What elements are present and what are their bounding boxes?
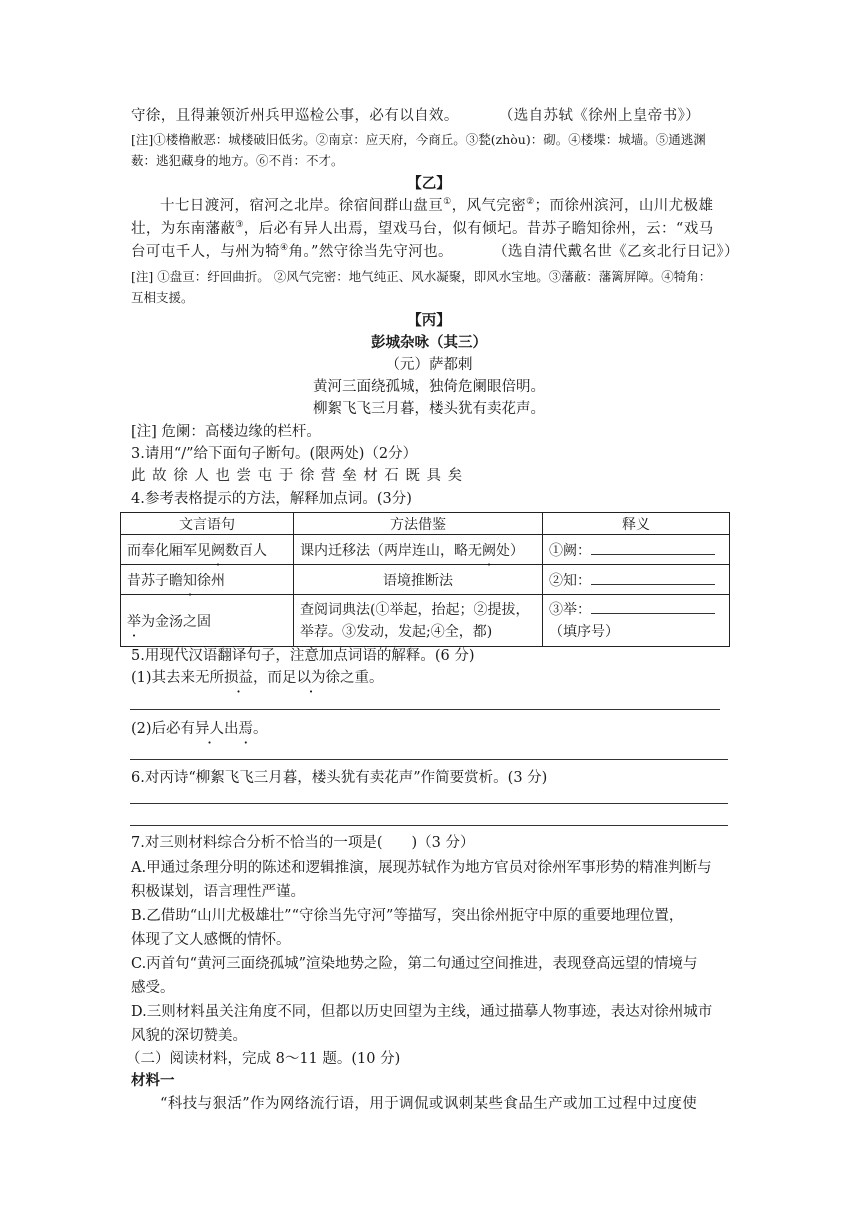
answer-line[interactable] — [130, 759, 728, 760]
table-header-row — [121, 513, 730, 535]
section-2-heading: （二）阅读材料，完成 8～11 题。(10 分) — [126, 1051, 401, 1067]
table-cell-answer[interactable]: ③举： （填序号） — [543, 595, 730, 647]
table-header-cell: 文言语句 — [121, 513, 294, 535]
question-5-sentence-1: (1)其去来无所损益，而足以为徐之重。 — [131, 670, 384, 686]
poem-note: [注] 危阑：高楼边缘的栏杆。 — [131, 424, 321, 440]
table-cell-method: 课内迁移法（两岸连山，略无阙处） — [294, 535, 543, 565]
material-one-paragraph: “科技与狠活”作为网络流行语，用于调侃或讽刺某些食品生产或加工过程中过度使 — [160, 1096, 698, 1112]
table-row — [121, 565, 730, 595]
option-d-line-2[interactable]: 风貌的深切赞美。 — [131, 1028, 247, 1044]
yi-paragraph-line-2: 壮，为东南藩蔽③，后必有异人出焉，望戏马台，似有倾圮。昔苏子瞻知徐州，云：“戏马 — [131, 220, 714, 237]
question-5-sentence-2: (2)后必有异人出焉。 — [131, 721, 268, 737]
option-b-line-1[interactable]: B.乙借助“山川尤极雄壮”“守徐当先守河”等描写，突出徐州扼守中原的重要地理位置， — [131, 908, 684, 924]
table-cell-sentence: 举为金汤之固 — [121, 595, 294, 647]
yi-note-line-2: 互相支援。 — [131, 290, 194, 305]
table-cell-method: 语境推断法 — [294, 565, 543, 595]
table-cell-sentence: 昔苏子瞻知徐州 — [121, 565, 294, 595]
method-table — [120, 512, 730, 647]
table-header-cell: 释义 — [543, 513, 730, 535]
table-cell-method: 查阅词典法(①举起，抬起；②提拔， 举荐。③发动，发起;④全，都) — [294, 595, 543, 647]
table-header-cell: 方法借鉴 — [294, 513, 543, 535]
poem-title: 彭城杂咏（其三） — [371, 334, 487, 351]
yi-heading: 【乙】 — [407, 175, 451, 192]
table-cell-answer[interactable]: ②知： — [543, 565, 730, 595]
yi-note-line-1: [注] ①盘亘：纡回曲折。 ②风气完密：地气纯正、风水凝聚，即风水宝地。③藩蔽：藩篱屏障。④犄角： — [131, 269, 712, 284]
table-row — [121, 535, 730, 565]
option-d-line-1[interactable]: D.三则材料虽关注角度不同，但都以历史回望为主线，通过描摹人物事迹，表达对徐州城市 — [131, 1004, 713, 1020]
question-6: 6.对丙诗“柳絮飞飞三月暮，楼头犹有卖花声”作简要赏析。(3 分) — [131, 770, 548, 786]
table-cell-sentence: 而奉化厢军见阙数百人 — [121, 535, 294, 565]
answer-line[interactable] — [130, 803, 728, 804]
option-a-line-2[interactable]: 积极谋划，语言理性严谨。 — [131, 884, 305, 900]
answer-blank[interactable] — [591, 572, 715, 585]
material-one-label: 材料一 — [131, 1072, 175, 1089]
bing-heading: 【丙】 — [407, 312, 451, 329]
question-3: 3.请用“/”给下面句子断句。(限两处)（2分） — [131, 446, 418, 462]
option-c-line-1[interactable]: C.丙首句“黄河三面绕孤城”渲染地势之险，第二句通过空间推进，表现登高远望的情境与 — [131, 956, 698, 972]
option-a-line-1[interactable]: A.甲通过条理分明的陈述和逻辑推演，展现苏轼作为地方官员对徐州军事形势的精准判断与 — [131, 860, 712, 876]
jia-note-line-1: [注]①楼橹敝恶：城楼破旧低劣。②南京：应天府，今商丘。③甃(zhòu)：砌。④楼堞：城墙。⑤通逃渊 — [131, 132, 706, 147]
answer-blank[interactable] — [591, 542, 715, 555]
poem-author: （元）萨都剌 — [385, 357, 473, 373]
table-row — [121, 595, 730, 647]
option-b-line-2[interactable]: 体现了文人感慨的情怀。 — [131, 932, 291, 948]
question-4: 4.参考表格提示的方法，解释加点词。(3分) — [131, 491, 412, 507]
option-c-line-2[interactable]: 感受。 — [131, 980, 175, 996]
question-3-sentence: 此 故 徐 人 也 尝 屯 于 徐 营 垒 材 石 既 具 矣 — [131, 468, 464, 484]
yi-paragraph-line-3: 台可屯千人，与州为犄④角。”然守徐当先守河也。 （选自清代戴名世《乙亥北行日记》） — [131, 243, 739, 260]
answer-line[interactable] — [130, 709, 720, 710]
jia-last-line: 守徐，且得兼领沂州兵甲巡检公事，必有以自效。 （选自苏轼《徐州上皇帝书》） — [131, 108, 701, 124]
table-cell-answer[interactable]: ①阙： — [543, 535, 730, 565]
jia-note-line-2: 薮：逃犯藏身的地方。⑥不肖：不才。 — [131, 153, 344, 168]
question-5: 5.用现代汉语翻译句子，注意加点词语的解释。(6 分) — [131, 648, 475, 664]
answer-line[interactable] — [130, 825, 728, 826]
yi-paragraph-line-1: 十七日渡河，宿河之北岸。徐宿间群山盘亘①，风气完密②；而徐州滨河，山川尤极雄 — [160, 197, 714, 214]
poem-line-2: 柳絮飞飞三月暮，楼头犹有卖花声。 — [313, 401, 545, 417]
poem-line-1: 黄河三面绕孤城，独倚危阑眼倍明。 — [313, 379, 545, 395]
answer-blank[interactable] — [591, 601, 715, 614]
question-7: 7.对三则材料综合分析不恰当的一项是( )（3 分） — [131, 835, 475, 851]
